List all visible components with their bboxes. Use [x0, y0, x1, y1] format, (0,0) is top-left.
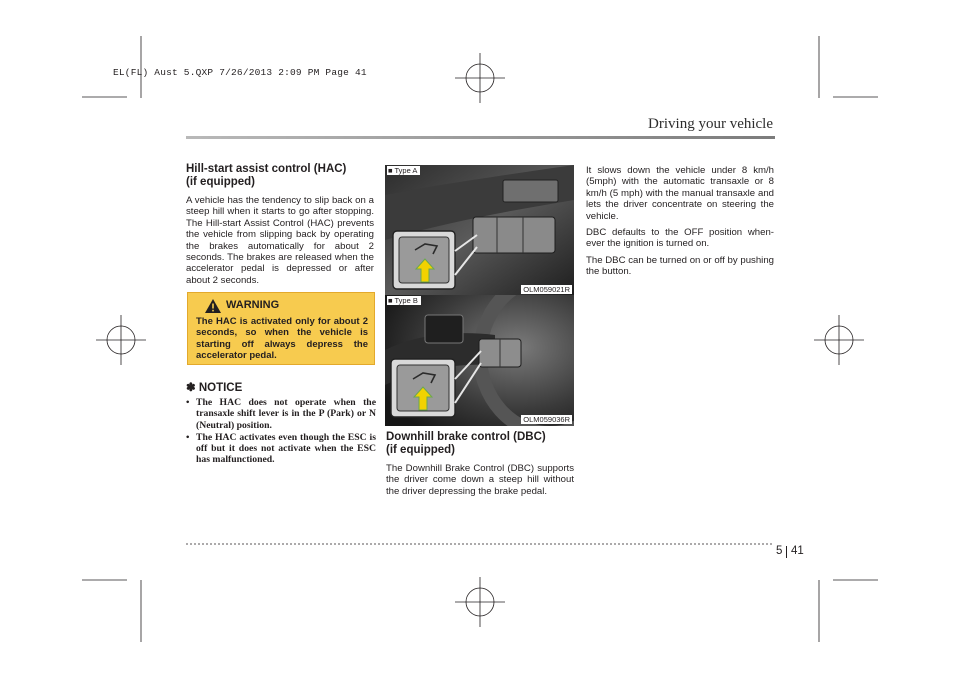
dbc-body: The Downhill Brake Control (DBC) supports the driver come down a steep hill without the driver depressing the brake pedal.	[386, 463, 574, 497]
figure-tag: ■ Type A	[387, 166, 420, 175]
notice-list	[186, 397, 376, 466]
warning-triangle-icon	[204, 298, 222, 314]
chapter-number: 5	[776, 545, 783, 557]
dbc-heading-line1: Downhill brake control (DBC)	[386, 431, 546, 443]
hac-heading	[186, 163, 374, 189]
figure-code: OLM059021R	[523, 285, 570, 294]
dbc-paragraph: It slows down the vehicle under 8 km/h (5mph) with the automatic transaxle or 8 km/h (5 mph) with the manual transaxle and lets the driver concentrate on steering the vehicle.	[586, 165, 774, 222]
registration-mark-top	[455, 53, 505, 103]
dbc-continued	[586, 165, 774, 283]
notice-title: ✽ NOTICE	[186, 382, 243, 394]
registration-mark-right	[814, 315, 864, 365]
hac-heading-line1: Hill-start assist control (HAC)	[186, 163, 347, 175]
dashboard-switch-photo-b	[385, 295, 574, 426]
warning-title: WARNING	[226, 299, 280, 311]
dbc-heading-line2: (if equipped)	[386, 444, 455, 456]
figure-type-a	[385, 165, 574, 296]
registration-mark-left	[96, 315, 146, 365]
page-number-value: 41	[791, 545, 804, 557]
warning-box	[187, 292, 375, 365]
figure-type-b	[385, 295, 574, 426]
page-number-separator	[786, 546, 787, 558]
dbc-heading	[386, 431, 574, 457]
print-slug: EL(FL) Aust 5.QXP 7/26/2013 2:09 PM Page 41	[113, 67, 367, 78]
hac-body: A vehicle has the tendency to slip back on a steep hill when it starts to go after stopping. The Hill-start Assist Control (HAC) prevents the vehicle from slipping back by operating the brakes automatically for about 2 seconds. The brakes are released when the accelerator pedal is depressed or after about 2 seconds.	[186, 195, 374, 286]
dbc-section	[386, 431, 574, 502]
hac-heading-line2: (if equipped)	[186, 176, 255, 188]
notice-section	[186, 380, 376, 467]
warning-text: The HAC is activated only for about 2 seconds, so when the vehicle is starting off always depress the accelerator pedal.	[196, 316, 368, 361]
header-rule	[186, 136, 775, 139]
dashboard-switch-photo-a	[385, 165, 574, 296]
notice-item: • The HAC does not operate when the transaxle shift lever is in the P (Park) or N (Neutral) position.	[186, 397, 376, 431]
figure-code: OLM059036R	[523, 415, 570, 424]
registration-mark-bottom	[455, 577, 505, 627]
hac-section	[186, 163, 374, 291]
notice-item: • The HAC activates even though the ESC is off but it does not activate when the ESC has malfunctioned.	[186, 432, 376, 466]
section-header-title: Driving your vehicle	[648, 116, 773, 132]
dbc-paragraph: DBC defaults to the OFF position when-ever the ignition is turned on.	[586, 227, 774, 250]
dbc-paragraph: The DBC can be turned on or off by pushing the button.	[586, 254, 774, 278]
figure-tag: ■ Type B	[387, 296, 421, 305]
